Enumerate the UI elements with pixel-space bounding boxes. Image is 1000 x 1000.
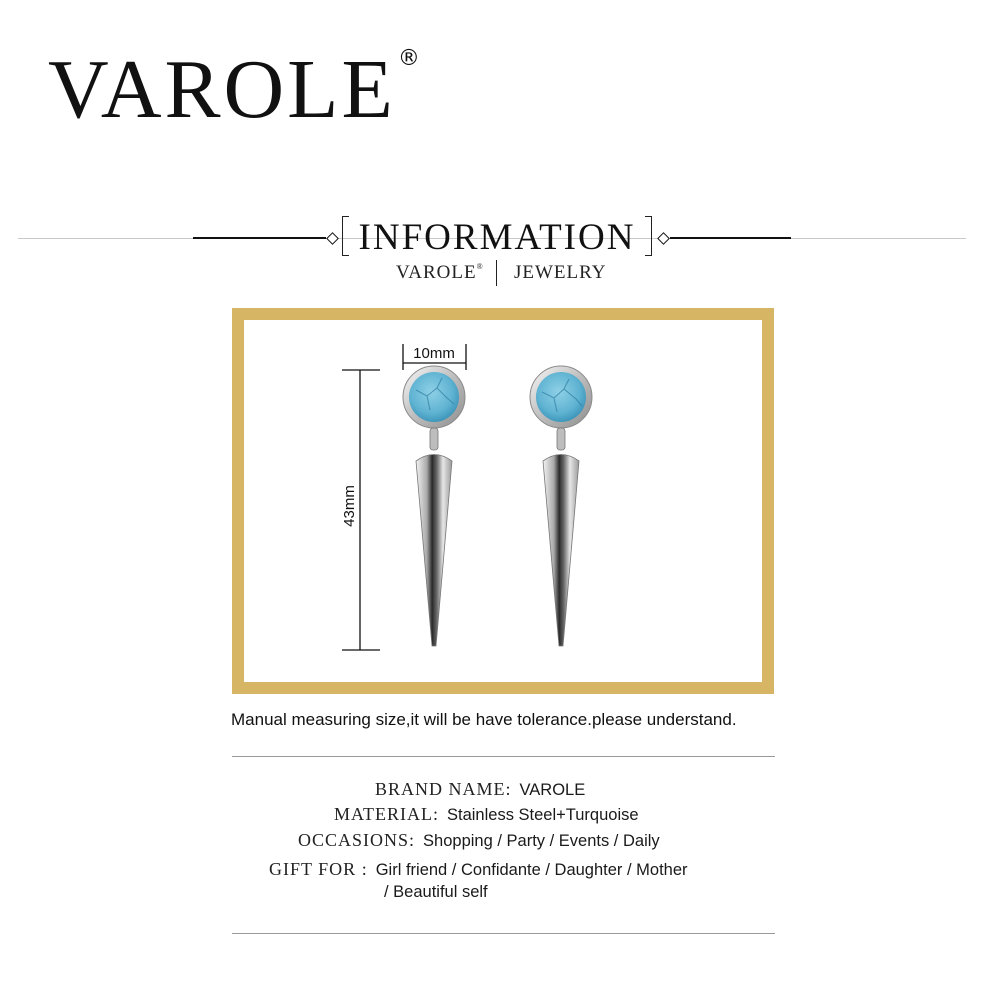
- registered-mark: ®: [397, 46, 420, 71]
- section-brand: [396, 262, 483, 284]
- spec-divider-bottom: [232, 933, 775, 934]
- spec-value: Shopping / Party / Events / Daily: [423, 832, 660, 850]
- spec-material: [334, 804, 639, 825]
- spec-brand-name: [375, 779, 585, 800]
- height-dimension: [341, 370, 380, 650]
- measurement-note: Manual measuring size,it will be have tolerance.please understand.: [231, 710, 737, 729]
- spec-value: / Beautiful self: [384, 883, 488, 901]
- spec-gift-for: [269, 859, 688, 880]
- section-brand-text: VAROLE: [396, 262, 477, 283]
- diamond-right-icon: [657, 232, 670, 245]
- spec-value: VAROLE: [519, 781, 586, 799]
- earring-right: [530, 366, 592, 646]
- spec-gift-for-continued: [384, 883, 488, 902]
- spec-divider-top: [232, 756, 775, 757]
- product-illustration: [232, 308, 774, 694]
- spec-occasions: [298, 830, 660, 851]
- brand-logo: [48, 43, 420, 136]
- title-rule-left: [193, 237, 326, 239]
- title-rule-right: [670, 237, 791, 239]
- spec-value: Girl friend / Confidante / Daughter / Mother: [375, 861, 688, 879]
- section-category: JEWELRY: [514, 262, 607, 283]
- spec-label: MATERIAL:: [334, 804, 439, 824]
- width-label: 10mm: [413, 345, 455, 362]
- spec-label: GIFT FOR :: [269, 859, 368, 879]
- subtitle-divider: [496, 260, 497, 286]
- logo-text: VAROLE: [48, 43, 396, 136]
- spec-label: BRAND NAME:: [375, 779, 512, 799]
- spec-label: OCCASIONS:: [298, 830, 416, 850]
- bracket-right-icon: [645, 216, 652, 256]
- diamond-left-icon: [326, 232, 339, 245]
- spec-value: Stainless Steel+Turquoise: [447, 806, 639, 824]
- section-registered-mark: ®: [476, 262, 483, 271]
- section-title: INFORMATION: [358, 217, 636, 258]
- height-label: 43mm: [341, 485, 358, 527]
- bracket-left-icon: [342, 216, 349, 256]
- earring-left: [403, 366, 465, 646]
